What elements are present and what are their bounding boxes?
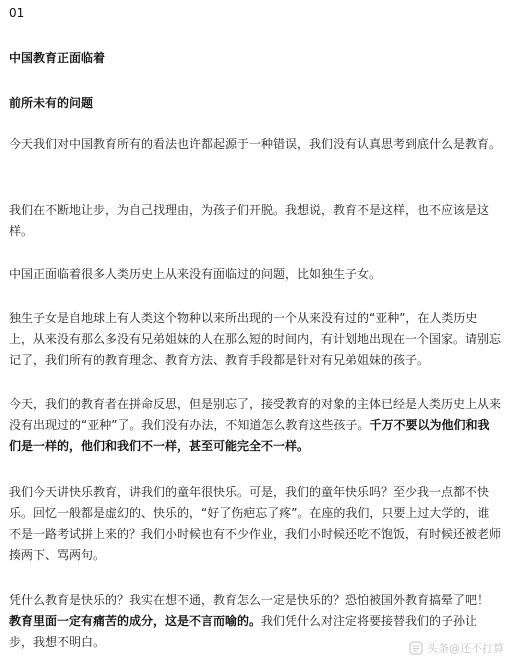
headline-logo-icon [409, 641, 423, 655]
paragraph-5-emphasis: 千万不要以为他们和我们是一样的，他们和我们不一样，甚至可能完全不一样。 [9, 418, 490, 453]
paragraph-3: 中国正面临着很多人类历史上从来没有面临过的问题，比如独生子女。 [9, 267, 382, 281]
heading-secondary: 前所未有的问题 [9, 96, 94, 110]
paragraph-5 [9, 394, 501, 457]
watermark [409, 640, 504, 656]
paragraph-7-text-b: 我们凭什么对注定将要接替我们的子孙让步，我想不明白。 [9, 614, 478, 649]
section-number: 01 [9, 6, 25, 20]
watermark-text: 头条@还不打算 [427, 642, 504, 655]
paragraph-2: 我们在不断地让步，为自己找理由，为孩子们开脱。我想说，教育不是这样，也不应该是这样。 [9, 203, 490, 238]
heading-primary: 中国教育正面临着 [9, 51, 106, 65]
paragraph-7-emphasis: 教育里面一定有痛苦的成分，这是不言而喻的。 [9, 614, 262, 628]
paragraph-7-text-a: 凭什么教育是快乐的？我实在想不通，教育怎么一定是快乐的？恐怕被国外教育搞晕了吧！ [9, 593, 490, 607]
paragraph-4: 独生子女是自地球上有人类这个物种以来所出现的一个从来没有过的“亚种”，在人类历史上，从来没有那么多没有兄弟姐妹的人在那么短的时间内，有计划地出现在一个国家。请别忘记了，我们所有的教育理念、教育方法、教育手段都是针对有兄弟姐妹的孩子。 [9, 311, 502, 367]
paragraph-6: 我们今天讲快乐教育，讲我们的童年很快乐。可是，我们的童年快乐吗？至少我一点都不快乐。回忆一般都是虚幻的、快乐的，“好了伤疤忘了疼”。在座的我们，只要上过大学的，谁不是一路考试拼上来的？我们小时候也有不少作业，我们小时候还吃不饱饭，有时候还被老师揍两下、骂两句。 [9, 485, 502, 562]
paragraph-5-text: 今天，我们的教育者在拼命反思，但是别忘了，接受教育的对象的主体已经是人类历史上从来没有出现过的“亚种”了。我们没有办法，不知道怎么教育这些孩子。 [9, 397, 502, 432]
paragraph-1: 今天我们对中国教育所有的看法也许都起源于一种错误，我们没有认真思考到底什么是教育。 [9, 137, 502, 151]
